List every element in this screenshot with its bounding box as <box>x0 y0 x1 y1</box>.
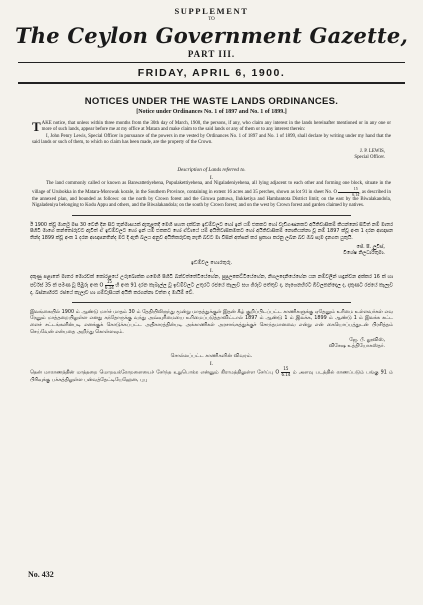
to-label: TO <box>208 17 215 22</box>
notice-paragraph-1 <box>32 121 391 134</box>
sinhala-notice: ඊ 1900 ක්වූ මාර්තු මස 30 වෙනි දින සිට තුන්මාසයක් ඇතුළතදී මෙහි පහත දක්වන ඉඩම්වලට හෝ ඉන් යම් එකකට හෝ වැඩිගණනකට අයිතිවාසිකම් කියන්නෝ සිටිත් නම් මාතර පිහිටි මාගේ කන්තෝරුවට ඇවිත් ඒ ඉඩම්වලට හෝ ඉන් යම් එකකට හෝ ඒවායේ යම් අයිතිවාසිකමකට හෝ අයිතිවාසිකම් නොකියන්නා වූ නම් 1897 ක්වූ අංක 1 දරන ආඥාපනතින්ද 1899 ක්වූ අංක 1 දරන ආඥාපනතින්ද මට දී ඇති බලය අනුව අයිතිකරුවකු නැති බවට මා විසින් අත්සන් කර ප්‍රකාශ කරනු ලබන බව ඔබ සැම දැනගත යුතුයි. <box>30 221 393 242</box>
land-description-end: , as described in the annexed plan, and bounded as follows: on the north by Crown forest and the Giruwa pattuwa, Ilukketiya and Hambantota District limit; on the east by the Biwalakandola, Nigaladeniya belonging to Kodu Appu and others, and the Biwalakandola; on the south by Crown forest; and on the west by Crown forest and garden claimed by natives. <box>32 190 391 209</box>
notice-text-1: AKE notice, that unless within three months from the 30th day of March, 1900, the persons, if any, who claim any interest in the lands hereinafter mentioned or in any one or more of such lands, appear before me at my office at Matara and make claim to the said lands or any of them or to any interest therein: <box>41 121 391 133</box>
section-divider <box>72 215 351 216</box>
tamil-desc-start: தென் மாகாணத்தின் மாத்தறை மொறவக்கோறளையைச் சேர்ந்த உறுபொக்க என்னும் கிராமத்திலுள்ள சேர்ப்பு O <box>30 369 280 376</box>
tamil-land-description <box>30 367 393 384</box>
tamil-frac-denominator: 6.14 <box>281 371 291 377</box>
sheet-fraction-numerator: 15 <box>338 187 359 193</box>
sinhala-signature <box>12 244 385 256</box>
header-rule <box>18 62 405 63</box>
english-signature <box>12 149 385 161</box>
gazette-number: No. 432 <box>28 570 54 579</box>
sinhala-lot-number: I. <box>209 267 214 274</box>
signer-title: Special Officer. <box>354 154 385 160</box>
sheet-fraction-denominator: 6.14 <box>352 191 360 197</box>
sinhala-frac-denominator: 6.14 <box>104 284 114 290</box>
sinhala-heading: ඉඩම්වල හොරතුරු. <box>190 259 233 266</box>
sinhala-sheet-fraction <box>105 280 114 290</box>
tamil-frac-numerator: 15 <box>283 366 289 372</box>
tamil-signer-title: விசேஷ உத்தியோகஸ்தர். <box>328 343 385 350</box>
section-title: NOTICES UNDER THE WASTE LANDS ORDINANCES. <box>84 96 339 107</box>
section-divider-2 <box>72 302 351 303</box>
sinhala-frac-numerator: 15 <box>106 279 112 285</box>
tamil-lot-number: I. <box>209 361 214 368</box>
sinhala-signer-title: විශේෂ නිලධාරීතුමා. <box>343 249 385 256</box>
description-heading: Description of Lands referred to. <box>177 166 246 173</box>
lot-number: I. <box>209 174 214 181</box>
signer-name: J. P. LEWIS, <box>359 148 385 154</box>
sinhala-desc-end: හි අංක 91 දරන කැබැල්ල වූ ඉඩම්වලට උතුරට රජයේ කැලෑව සහ ගිරුව පත්තුව ද, නැගෙනහිරට බිවලකන්දොල ද, දකුණට රජයේ කැලෑව ද, බස්නාහිරට රජයේ කැලෑව හා ගම්වැසියන් අයිති කරගන්නා වත්ත ද මායිම් වේ. <box>30 282 394 297</box>
tamil-desc-end: ம் அளவு படத்தில் காணப்படும் பங்கு 91 ம் பிரிவுக்கு பக்கத்திலுள்ள பன்வத்தேட்டியேஹேன, புபு <box>30 369 393 384</box>
part-label: PART III. <box>187 49 236 59</box>
sinhala-land-description <box>30 274 393 297</box>
issue-date: FRIDAY, APRIL 6, 1900. <box>137 67 286 79</box>
gazette-page <box>12 6 411 597</box>
tamil-heading: சொல்லப்பட்ட காணிகளின் விவரம். <box>170 353 253 360</box>
section-subtitle: [Notice under Ordinances No. 1 of 1897 and No. 1 of 1899.] <box>136 109 287 115</box>
tamil-signature <box>12 337 385 349</box>
supplement-label: SUPPLEMENT <box>174 6 249 16</box>
land-description-start: The land commonly called or known as Banwattetiyehena, Pupulakettiyehena, and Nigaladeniyehena, all lying adjacent to each other and forming one block, situate in the village of Urubokka in the Matara-Morowak korale, in the Southern Province, containing in extent 16 acres and 35 perches, shown as lot 91 in sheet No. O <box>32 180 391 196</box>
sinhala-desc-start: දකුණු පළාතේ මාතර මොරවක් කෝරළයේ උරුබොක්ක ගමෙහි පිහිටි බන්වත්තේටියේහේන, පුපුලකෙට්ටියේහේන, නිගලදෙනියේහේන යන නම්වලින් හඳුන්වන අක්කර 16 ක් හා පර්චස් 35 ක් පමණ වූ පිඹුරු අංක O <box>30 273 393 289</box>
sinhala-signer-name: ජේ. පී. ලුවිස්, <box>356 243 385 250</box>
date-rule <box>18 82 405 84</box>
sheet-fraction <box>338 187 359 197</box>
gazette-title: The Ceylon Government Gazette, <box>14 23 408 48</box>
drop-cap: T <box>32 119 41 134</box>
tamil-signer-name: ஜே. பீ. லூவிஸ், <box>349 337 385 344</box>
notice-paragraph-2: I, John Penry Lewis, Special Officer in pursuance of the powers in me vested by Ordinances No. 1 of 1897 and No. 1 of 1899, shall declare by writing under my hand that the said lands or such of them, to which no claim has been made, are the property of the Crown. <box>32 133 391 146</box>
tamil-notice: இலங்கையில் 1900 ம் ஆண்டு மார்ச் மாதம் 30 ம் தேதியிலிருந்து மூன்று மாதத்துக்குள் இதன் கீழ் குறிப்பிடப்பட்ட காணிகளுக்கு ஏதேனும் உரிமை உள்ளவர்கள் எவரேனும் மாத்தறையிலுள்ள எனது கந்தோருக்கு வந்து அவ்வுரிமையை உரிமைப்படுத்தாவிட்டால் 1897 ம் ஆண்டு 1 ம் இலக்க, 1899 ம் ஆண்டு 1 ம் இலக்க கட்டளைச் சட்டங்களின்படி எனக்குக் கொடுக்கப்பட்ட அதிகாரத்தின்படி அக்காணிகள் அரசாங்கத்துக்குச் சொந்தமானவை என்று என் கையொப்பத்துடன் பிரசித்தம் செய்வேன் என்பதை அறிந்து கொள்ளவும். <box>30 308 393 335</box>
land-description <box>32 181 391 210</box>
